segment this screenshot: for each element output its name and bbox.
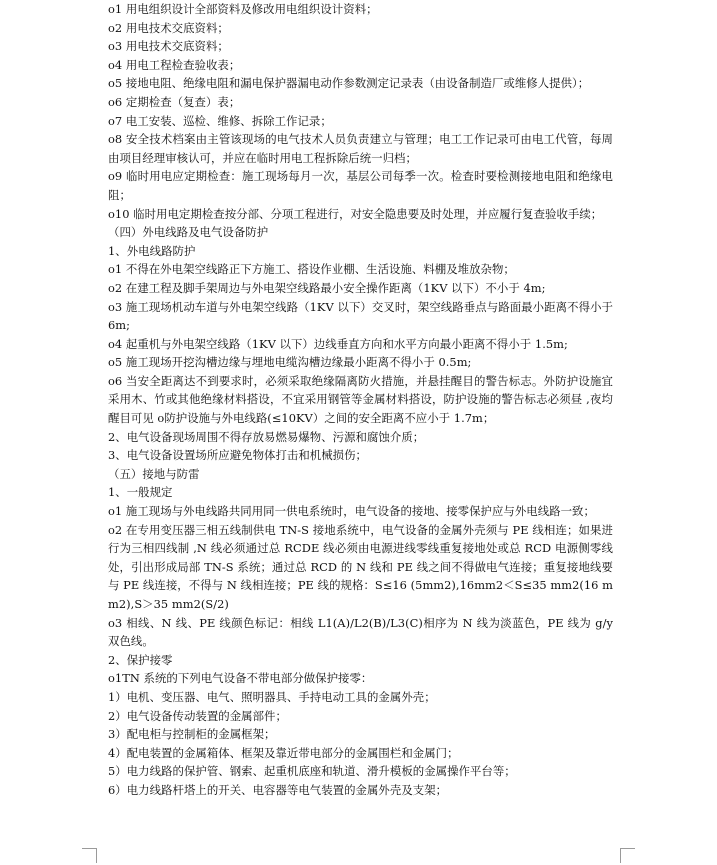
paragraph: 3）配电柜与控制柜的金属框架； (108, 727, 276, 742)
paragraph: o9 临时用电应定期检查：施工现场每月一次，基层公司每季一次。检查时要检测接地电阻和绝缘电阻； (108, 169, 613, 202)
paragraph: o5 施工现场开挖沟槽边缘与埋地电缆沟槽边缘最小距离不得小于 0.5m; (108, 355, 472, 370)
paragraph: 1、外电线路防护 (108, 243, 196, 258)
paragraph: o3 施工现场机动车道与外电架空线路（1KV 以下）交叉时，架空线路垂点与路面最小距离不得小于 6m; (108, 299, 613, 333)
paragraph: 2、电气设备现场周围不得存放易燃易爆物、污源和腐蚀介质； (108, 429, 425, 444)
paragraph: 1、一般规定 (108, 485, 173, 500)
paragraph: o1TN 系统的下列电气设备不带电部分做保护接零： (108, 671, 373, 686)
paragraph: o10 临时用电定期检查按分部、分项工程进行，对安全隐患要及时处理，并应履行复查验收手续； (108, 206, 603, 221)
paragraph: 3、电气设备设置场所应避免物体打击和机械损伤； (108, 448, 367, 463)
paragraph: 4）配电装置的金属箱体、框架及靠近带电部分的金属围栏和金属门； (108, 745, 459, 760)
paragraph: 1）电机、变压器、电气、照明器具、手持电动工具的金属外壳； (108, 689, 436, 704)
paragraph: o8 安全技术档案由主管该现场的电气技术人员负责建立与管理；电工工作记录可由电工代管，每周由项目经理审核认可，并应在临时用电工程拆除后统一归档； (108, 132, 613, 165)
paragraph: （四）外电线路及电气设备防护 (108, 225, 269, 240)
paragraph: 5）电力线路的保护管、钢索、起重机底座和轨道、滑升模板的金属操作平台等； (108, 764, 516, 779)
paragraph: o5 接地电阻、绝缘电阻和漏电保护器漏电动作参数测定记录表（由设备制造厂或维修人提供）； (108, 76, 590, 91)
paragraph: o6 当安全距离达不到要求时，必须采取绝缘隔离防火措施，并悬挂醒目的警告标志。外防护设施宜采用木、竹或其他绝缘材料搭设，不宜采用钢管等金属材料搭设，防护设施的警告标志必须昼 ,夜均醒目可见 o防护设施与外电线路(≤10KV）之间的安全距离不应小于 1.7m； (108, 373, 613, 426)
paragraph: o3 相线、N 线、PE 线颜色标记：相线 L1(A)/L2(B)/L3(C)相序为 N 线为淡蓝色，PE 线为 g/y 双色线。 (108, 615, 613, 649)
paragraph: （五）接地与防雷 (108, 466, 200, 481)
corner-crop-mark-left (82, 848, 97, 863)
paragraph: 6）电力线路杆塔上的开关、电容器等电气装置的金属外壳及支架； (108, 782, 448, 797)
corner-crop-mark-right (620, 848, 635, 863)
paragraph: o7 电工安装、巡检、维修、拆除工作记录； (108, 113, 332, 128)
paragraph: o2 用电技术交底资料； (108, 20, 229, 35)
document-body (108, 0, 613, 800)
paragraph: o2 在建工程及脚手架周边与外电架空线路最小安全操作距离（1KV 以下）不小于 4m; (108, 280, 546, 295)
paragraph: o2 在专用变压器三相五线制供电 TN-S 接地系统中，电气设备的金属外壳须与 PE 线相连；如果进行为三相四线制 ,N 线必须通过总 RCDE 线必须由电源进线零线重复接地处或总 RCD 电源侧零线处，引出形成局部 TN-S 系统；通过总 RCD 的 N 线和 PE 线之间不得做电气连接；重复接地线要与 PE 线连接，不得与 N 线相连接；PE 线的规格：S≤16 (5mm2),16mm2＜S≤35 mm2(16 mm2),S＞35 mm2(S/2) (108, 522, 613, 611)
paragraph: o6 定期检查（复查）表； (108, 94, 241, 109)
paragraph: o1 用电组织设计全部资料及修改用电组织设计资料； (108, 2, 378, 16)
paragraph: o4 用电工程检查验收表； (108, 57, 241, 72)
paragraph: o4 起重机与外电架空线路（1KV 以下）边线垂直方向和水平方向最小距离不得小于 1.5m; (108, 336, 568, 351)
paragraph: o1 不得在外电架空线路正下方施工、搭设作业棚、生活设施、料棚及堆放杂物； (108, 262, 515, 277)
paragraph: o1 施工现场与外电线路共同用同一供电系统时，电气设备的接地、接零保护应与外电线路一致； (108, 504, 595, 519)
paragraph: 2、保护接零 (108, 652, 173, 667)
paragraph: 2）电气设备传动装置的金属部件； (108, 708, 287, 723)
paragraph: o3 用电技术交底资料； (108, 39, 229, 54)
